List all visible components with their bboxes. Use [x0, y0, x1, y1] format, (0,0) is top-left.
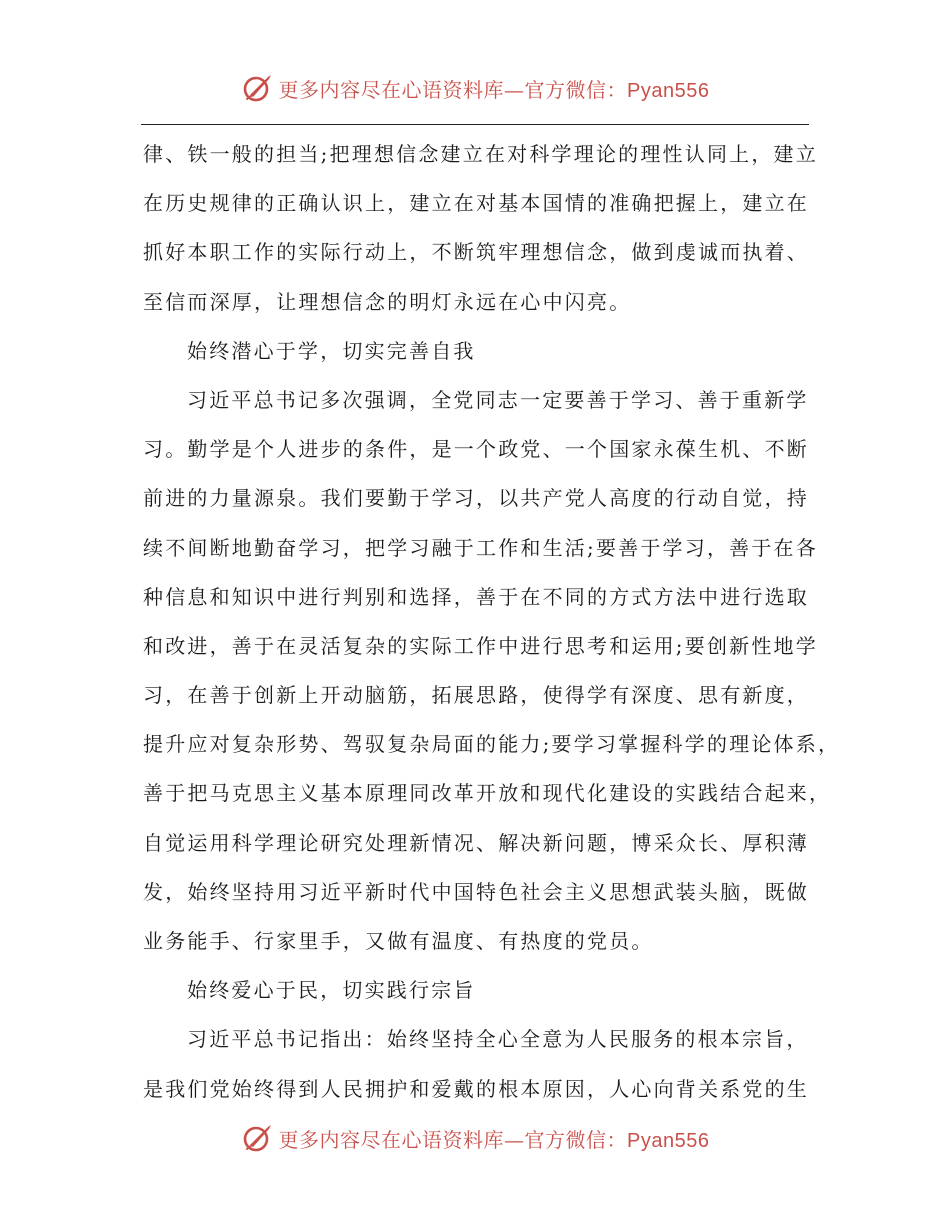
body-line: 种信息和知识中进行判别和选择，善于在不同的方式方法中进行选取	[143, 584, 809, 609]
footer-wechat-id: Pyan556	[627, 1129, 710, 1152]
header-wechat-id: Pyan556	[627, 79, 710, 102]
body-line: 习，在善于创新上开动脑筋，拓展思路，使得学有深度、思有新度，	[143, 683, 809, 708]
document-body	[143, 130, 841, 1114]
body-line: 是我们党始终得到人民拥护和爱戴的根本原因，人心向背关系党的生	[143, 1076, 809, 1101]
body-line: 律、铁一般的担当;把理想信念建立在对科学理论的理性认同上，建立	[143, 142, 818, 166]
body-line: 自觉运用科学理论研究处理新情况、解决新问题，博采众长、厚积薄	[143, 830, 809, 855]
header-banner-label: 更多内容尽在心语资料库—官方微信：	[278, 77, 628, 102]
body-line: 习近平总书记多次强调，全党同志一定要善于学习、善于重新学	[187, 387, 809, 412]
body-line: 发，始终坚持用习近平新时代中国特色社会主义思想武装头脑，既做	[143, 879, 809, 904]
body-line: 和改进，善于在灵活复杂的实际工作中进行思考和运用;要创新性地学	[143, 633, 818, 658]
body-line: 续不间断地勤奋学习，把学习融于工作和生活;要善于学习，善于在各	[143, 535, 818, 560]
footer-banner-label: 更多内容尽在心语资料库—官方微信：	[278, 1127, 628, 1152]
footer-banner	[0, 1118, 950, 1158]
body-line: 善于把马克思主义基本原理同改革开放和现代化建设的实践结合起来，	[143, 781, 832, 806]
body-line: 至信而深厚，让理想信念的明灯永远在心中闪亮。	[143, 289, 632, 314]
header-divider	[141, 124, 809, 125]
section-heading: 始终潜心于学，切实完善自我	[187, 338, 476, 363]
quill-pen-logo-icon	[241, 71, 275, 105]
footer-banner-text	[279, 1124, 710, 1153]
body-line: 提升应对复杂形势、驾驭复杂局面的能力;要学习掌握科学的理论体系，	[143, 732, 841, 757]
body-line: 习。勤学是个人进步的条件，是一个政党、一个国家永葆生机、不断	[143, 437, 809, 462]
header-banner-text	[279, 74, 710, 103]
quill-pen-logo-icon	[241, 1121, 275, 1155]
section-heading: 始终爱心于民，切实践行宗旨	[187, 978, 476, 1003]
body-line: 在历史规律的正确认识上，建立在对基本国情的准确把握上，建立在	[143, 191, 809, 216]
body-line: 前进的力量源泉。我们要勤于学习，以共产党人高度的行动自觉，持	[143, 486, 809, 511]
body-line: 抓好本职工作的实际行动上，不断筑牢理想信念，做到虔诚而执着、	[143, 240, 809, 265]
body-line: 业务能手、行家里手，又做有温度、有热度的党员。	[143, 929, 654, 953]
body-line: 习近平总书记指出：始终坚持全心全意为人民服务的根本宗旨，	[187, 1027, 809, 1052]
header-banner	[0, 68, 950, 108]
